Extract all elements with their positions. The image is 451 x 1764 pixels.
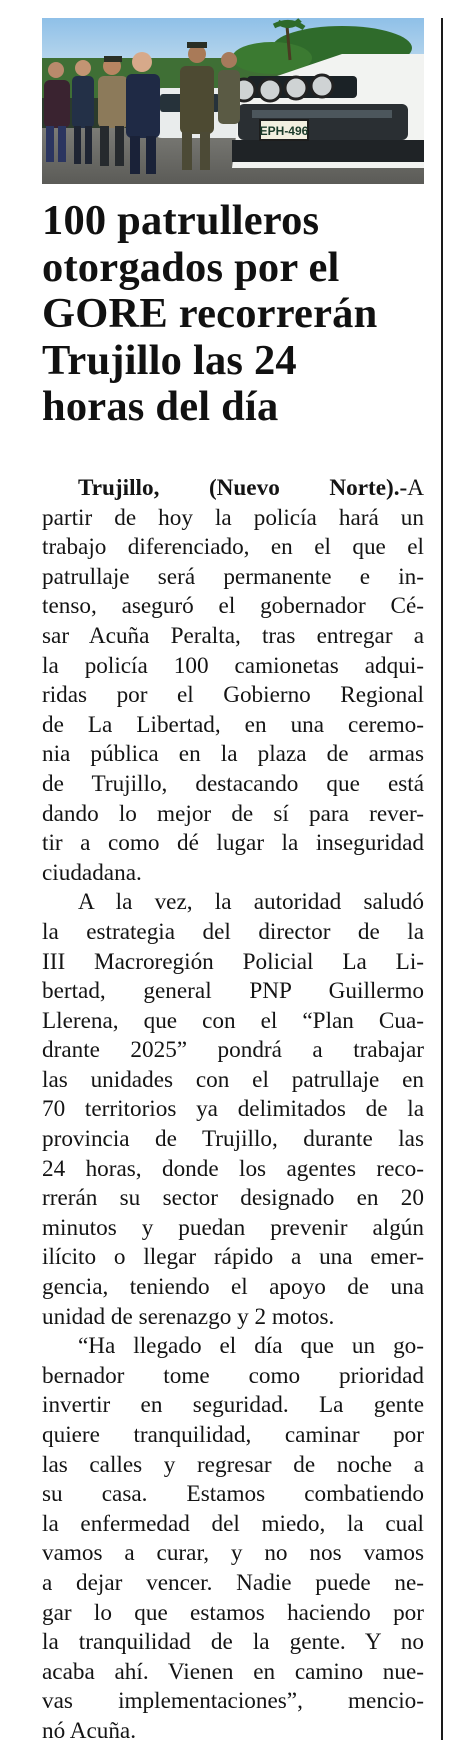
body-line: invertir en seguridad. La gente (42, 1392, 424, 1419)
body-line: drante 2025” pondrá a trabajar (42, 1037, 424, 1064)
body-line: rrerán su sector designado en 20 (42, 1185, 424, 1212)
headline-line: GORE recorrerán (42, 290, 378, 337)
body-line: unidad de serenazgo y 2 motos. (42, 1303, 335, 1330)
body-line: vas implementaciones”, mencio- (42, 1688, 424, 1715)
headline-line: 100 patrulleros (42, 197, 320, 244)
body-line: tenso, aseguró el gobernador Cé- (42, 593, 424, 620)
article-photo (42, 18, 424, 184)
body-line: las unidades con el patrullaje en (42, 1066, 424, 1093)
article-headline (42, 198, 434, 431)
body-line: acaba ahí. Vienen en camino nue- (42, 1658, 424, 1685)
body-line: la estrategia del director de la (42, 918, 424, 945)
body-line (42, 474, 424, 504)
body-line: su casa. Estamos combatiendo (42, 1481, 424, 1508)
body-line: la tranquilidad de la gente. Y no (42, 1629, 424, 1656)
body-line: patrullaje será permanente e in- (42, 563, 424, 590)
body-line: bernador tome como prioridad (42, 1362, 424, 1389)
body-line: partir de hoy la policía hará un (42, 504, 424, 531)
body-line: “Ha llegado el día que un go- (78, 1333, 424, 1360)
body-line: dando lo mejor de sí para rever- (42, 800, 424, 827)
body-line: a dejar vencer. Nadie puede ne- (42, 1569, 424, 1596)
body-line: de Trujillo, destacando que está (42, 770, 424, 797)
body-line: bertad, general PNP Guillermo (42, 978, 424, 1005)
body-line: III Macroregión Policial La Li- (42, 948, 424, 975)
body-line: nó Acuña. (42, 1717, 137, 1744)
body-line: ridas por el Gobierno Regional (42, 682, 424, 709)
body-line: minutos y puedan prevenir algún (42, 1214, 424, 1241)
body-line: provincia de Trujillo, durante las (42, 1126, 424, 1153)
body-line: trabajo diferenciado, en el que el (42, 534, 424, 561)
body-line: quiere tranquilidad, caminar por (42, 1422, 424, 1448)
headline-line: otorgados por el (42, 243, 340, 291)
column-rule (441, 18, 443, 1740)
body-line-text: A (407, 475, 424, 501)
body-line: ciudadana. (42, 859, 142, 886)
body-line: 24 horas, donde los agentes reco- (42, 1155, 424, 1182)
body-line: gar lo que estamos haciendo por (42, 1599, 424, 1626)
body-line: 70 territorios ya delimitados de la (42, 1096, 424, 1123)
body-line: tir a como dé lugar la inseguridad (42, 830, 424, 857)
license-plate-text: EPH-496 (259, 124, 309, 138)
body-line: A la vez, la autoridad saludó (78, 889, 424, 916)
body-line: las calles y regresar de noche a (42, 1451, 424, 1478)
body-line: Llerena, que con el “Plan Cua- (42, 1007, 424, 1034)
article-body (42, 474, 424, 1747)
body-line: nia pública en la plaza de armas (42, 741, 424, 768)
headline-line: Trujillo las 24 (42, 336, 297, 384)
body-line: gencia, teniendo el apoyo de una (42, 1274, 424, 1301)
body-line: de La Libertad, en una ceremo- (42, 711, 424, 738)
body-line: la enfermedad del miedo, la cual (42, 1510, 424, 1537)
body-line: sar Acuña Peralta, tras entregar a (42, 622, 424, 649)
body-line: ilícito o llegar rápido a una emer- (42, 1244, 424, 1271)
headline-line: horas del día (42, 383, 279, 430)
body-line: la policía 100 camionetas adqui- (42, 652, 424, 679)
body-line: vamos a curar, y no nos vamos (42, 1540, 424, 1567)
dateline: Trujillo, (Nuevo Norte).- (78, 475, 408, 501)
